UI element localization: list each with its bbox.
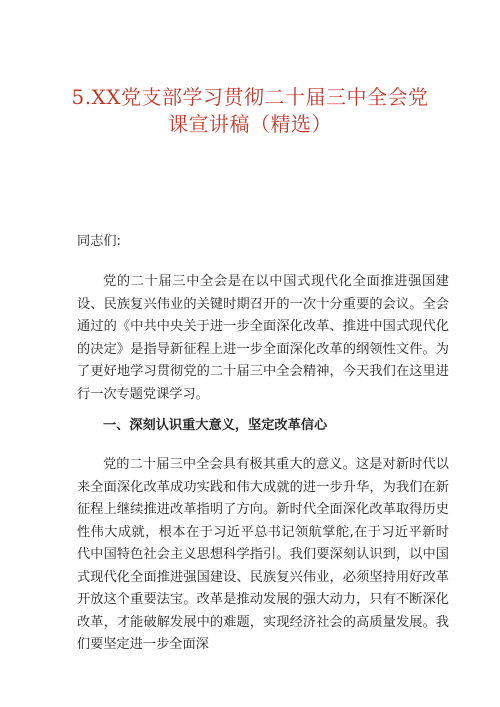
section-heading: 一、深刻认识重大意义，坚定改革信心 (103, 418, 328, 433)
document-title (55, 84, 445, 138)
salutation: 同志们: (77, 234, 122, 249)
title-line-1: 5.XX党支部学习贯彻二十届三中全会党 (71, 85, 429, 109)
paragraph-section-1: 党的二十届三中全会具有极其重大的意义。这是对新时代以来全面深化改革成功实践和伟大成就的进一步升华，为我们在新征程上继续推进改革指明了方向。新时代全面深化改革取得历史性伟大成就，根本在于习近平总书记领航掌舵,在于习近平新时代中国特色社会主义思想科学指引。我们要深刻认识到，以中国式现代化全面推进强国建设、民族复兴伟业，必须坚持用好改革开放这个重要法宝。改革是推动发展的强大动力，只有不断深化改革，才能破解发展中的难题，实现经济社会的高质量发展。我们要坚定进一步全面深 (77, 457, 449, 652)
title-line-2: 课宣讲稿（精选） (168, 112, 332, 136)
paragraph-intro: 党的二十届三中全会是在以中国式现代化全面推进强国建设、民族复兴伟业的关键时期召开的一次十分重要的会议。全会通过的《中共中央关于进一步全面深化改革、推进中国式现代化的决定》是指导新征程上进一步全面深化改革的纲领性文件。为了更好地学习贯彻党的二十届三中全会精神，今天我们在这里进行一次专题党课学习。 (77, 274, 449, 402)
